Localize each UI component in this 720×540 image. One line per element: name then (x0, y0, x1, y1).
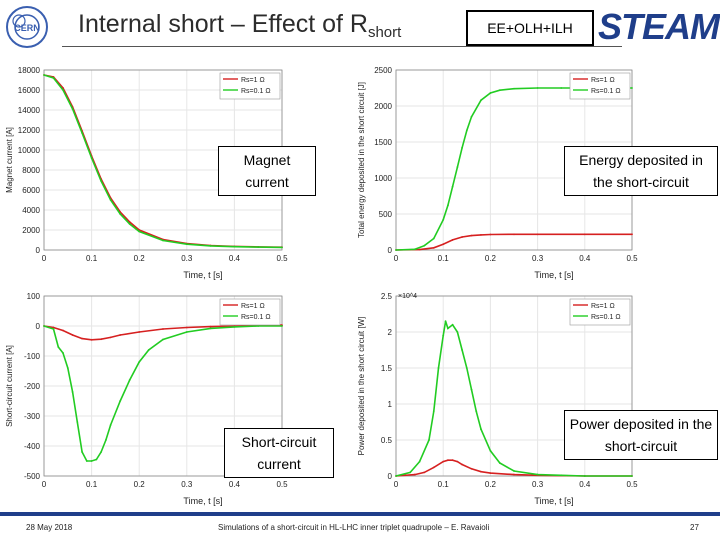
y-axis-label: Power deposited in the short circuit [W] (357, 316, 366, 456)
data-point (119, 213, 121, 215)
data-point (62, 352, 64, 354)
data-point (105, 439, 107, 441)
x-tick-label: 0.3 (181, 254, 193, 263)
title-underline (62, 46, 622, 47)
x-axis-label: Time, t [s] (183, 270, 223, 280)
data-point (81, 338, 83, 340)
power-deposited-chart (352, 288, 650, 510)
y-tick-label: -500 (23, 472, 40, 481)
data-point (490, 450, 492, 452)
data-point (419, 461, 421, 463)
data-point (148, 349, 150, 351)
data-point (631, 87, 633, 89)
data-point (67, 367, 69, 369)
y-tick-label: 2000 (22, 226, 40, 235)
y-tick-label: 16000 (17, 86, 40, 95)
data-point (499, 89, 501, 91)
data-point (442, 461, 444, 463)
data-point (95, 459, 97, 461)
data-point (499, 462, 501, 464)
data-point (428, 439, 430, 441)
legend-label: Rs=0.1 Ω (241, 314, 271, 321)
cern-logo (4, 4, 50, 50)
x-tick-label: 0.2 (133, 254, 145, 263)
slide-title-subscript: short (367, 24, 402, 41)
data-point (423, 245, 425, 247)
data-point (433, 466, 435, 468)
y-tick-label: 18000 (17, 66, 40, 75)
data-point (423, 472, 425, 474)
x-tick-label: 0 (393, 254, 399, 263)
y-tick-label: 8000 (22, 166, 40, 175)
data-point (452, 459, 454, 461)
data-point (119, 334, 121, 336)
x-tick-label: 0.4 (228, 254, 240, 263)
data-point (438, 367, 440, 369)
data-point (452, 186, 454, 188)
x-axis-label: Time, t [s] (183, 496, 223, 506)
x-tick-label: 0.4 (579, 480, 591, 489)
y-tick-label: 0 (387, 246, 392, 255)
y-axis-label: Magnet current [A] (5, 127, 14, 193)
y-tick-label: 500 (378, 210, 392, 219)
data-point (72, 391, 74, 393)
data-point (461, 236, 463, 238)
y-tick-label: 1000 (374, 174, 392, 183)
data-point (452, 324, 454, 326)
x-tick-label: 0 (41, 480, 47, 489)
data-point (409, 472, 411, 474)
data-point (456, 166, 458, 168)
x-tick-label: 0.2 (133, 480, 145, 489)
data-point (560, 474, 562, 476)
x-tick-label: 0.4 (228, 480, 240, 489)
x-tick-label: 0.5 (626, 254, 638, 263)
data-point (475, 410, 477, 412)
data-point (584, 233, 586, 235)
x-tick-label: 0.1 (437, 480, 449, 489)
data-point (57, 346, 59, 348)
data-point (62, 330, 64, 332)
y-tick-label: 2500 (374, 66, 392, 75)
annotation-power: Power deposited in the short-circuit (564, 410, 718, 460)
x-tick-label: 0.2 (484, 480, 496, 489)
data-point (560, 87, 562, 89)
data-point (257, 246, 259, 248)
footer-bar (0, 512, 720, 516)
data-point (138, 331, 140, 333)
data-point (210, 245, 212, 247)
data-point (471, 116, 473, 118)
x-tick-label: 0.1 (437, 254, 449, 263)
series-line-rs-1 (396, 460, 632, 476)
data-point (138, 231, 140, 233)
data-point (490, 234, 492, 236)
data-point (281, 247, 283, 249)
data-point (445, 320, 447, 322)
data-point (461, 464, 463, 466)
steam-logo: STEAM (598, 6, 719, 47)
data-point (513, 233, 515, 235)
data-point (433, 238, 435, 240)
x-tick-label: 0 (393, 480, 399, 489)
y-tick-label: 2.5 (380, 292, 392, 301)
data-point (490, 472, 492, 474)
data-point (234, 246, 236, 248)
slide-title (78, 10, 401, 41)
data-point (257, 325, 259, 327)
y-tick-label: 1 (387, 400, 392, 409)
data-point (447, 204, 449, 206)
data-point (162, 328, 164, 330)
data-point (91, 460, 93, 462)
data-point (72, 334, 74, 336)
data-point (537, 474, 539, 476)
x-tick-label: 0.1 (86, 480, 98, 489)
x-tick-label: 0.5 (276, 480, 288, 489)
y-tick-label: 100 (26, 292, 40, 301)
legend-label: Rs=1 Ω (241, 77, 265, 84)
y-tick-label: 0 (387, 472, 392, 481)
data-point (442, 243, 444, 245)
data-point (100, 451, 102, 453)
x-tick-label: 0.1 (86, 254, 98, 263)
data-point (513, 474, 515, 476)
y-tick-label: 1.5 (380, 364, 392, 373)
footer-text: Simulations of a short-circuit in HL-LHC inner triplet quadrupole – E. Ravaioli (218, 523, 490, 532)
data-point (91, 157, 93, 159)
data-point (537, 233, 539, 235)
data-point (110, 424, 112, 426)
data-point (414, 248, 416, 250)
legend-label: Rs=1 Ω (591, 303, 615, 310)
data-point (162, 339, 164, 341)
data-point (513, 470, 515, 472)
data-point (100, 180, 102, 182)
x-tick-label: 0.5 (276, 254, 288, 263)
data-point (480, 471, 482, 473)
data-point (513, 88, 515, 90)
data-point (186, 331, 188, 333)
x-tick-label: 0.3 (181, 480, 193, 489)
data-point (461, 349, 463, 351)
y-tick-label: 14000 (17, 106, 40, 115)
config-tag: EE+OLH+ILH (466, 10, 594, 46)
data-point (43, 325, 45, 327)
data-point (81, 451, 83, 453)
data-point (631, 233, 633, 235)
x-tick-label: 0.5 (626, 480, 638, 489)
y-tick-label: -300 (23, 412, 40, 421)
slide-title-main: Internal short – Effect of R (78, 10, 368, 38)
data-point (395, 249, 397, 251)
data-point (186, 327, 188, 329)
y-tick-label: 0 (35, 246, 40, 255)
data-point (210, 328, 212, 330)
data-point (480, 428, 482, 430)
svg-text:CERN: CERN (14, 23, 40, 33)
data-point (81, 132, 83, 134)
legend-label: Rs=0.1 Ω (591, 88, 621, 95)
x-tick-label: 0.4 (579, 254, 591, 263)
data-point (162, 240, 164, 242)
data-point (631, 475, 633, 477)
annotation-short-current: Short-circuit current (224, 428, 334, 478)
data-point (72, 108, 74, 110)
legend-label: Rs=1 Ω (591, 77, 615, 84)
data-point (414, 474, 416, 476)
data-point (584, 475, 586, 477)
page-number: 27 (690, 523, 699, 532)
data-point (456, 331, 458, 333)
series-line-rs-1 (44, 325, 282, 340)
y-tick-label: 2000 (374, 102, 392, 111)
data-point (129, 223, 131, 225)
data-point (442, 219, 444, 221)
legend-label: Rs=0.1 Ω (241, 88, 271, 95)
y-tick-label: 0 (35, 322, 40, 331)
data-point (490, 92, 492, 94)
data-point (53, 328, 55, 330)
y-tick-label: -100 (23, 352, 40, 361)
data-point (281, 325, 283, 327)
data-point (471, 389, 473, 391)
data-point (447, 459, 449, 461)
data-point (110, 199, 112, 201)
data-point (461, 147, 463, 149)
data-point (471, 468, 473, 470)
y-tick-label: 4000 (22, 206, 40, 215)
data-point (43, 74, 45, 76)
data-point (466, 367, 468, 369)
data-point (456, 461, 458, 463)
legend-label: Rs=0.1 Ω (591, 314, 621, 321)
data-point (537, 87, 539, 89)
data-point (76, 421, 78, 423)
y-tick-label: 12000 (17, 126, 40, 135)
legend-label: Rs=1 Ω (241, 303, 265, 310)
data-point (433, 247, 435, 249)
data-point (395, 475, 397, 477)
y-tick-label: -200 (23, 382, 40, 391)
data-point (110, 337, 112, 339)
data-point (100, 338, 102, 340)
data-point (119, 400, 121, 402)
y-multiplier: ×10^4 (398, 293, 418, 300)
series-line-rs-1 (396, 234, 632, 250)
data-point (234, 326, 236, 328)
data-point (471, 235, 473, 237)
data-point (53, 77, 55, 79)
annotation-energy: Energy deposited in the short-circuit (564, 146, 718, 196)
data-point (138, 361, 140, 363)
y-tick-label: 0.5 (380, 436, 392, 445)
data-point (433, 410, 435, 412)
y-tick-label: 6000 (22, 186, 40, 195)
data-point (447, 328, 449, 330)
data-point (86, 460, 88, 462)
y-tick-label: 2 (387, 328, 392, 337)
data-point (452, 239, 454, 241)
data-point (210, 326, 212, 328)
data-point (442, 335, 444, 337)
y-tick-label: -400 (23, 442, 40, 451)
data-point (129, 379, 131, 381)
x-axis-label: Time, t [s] (534, 496, 574, 506)
x-tick-label: 0.3 (532, 480, 544, 489)
data-point (62, 89, 64, 91)
data-point (419, 249, 421, 251)
data-point (466, 130, 468, 132)
x-tick-label: 0.2 (484, 254, 496, 263)
data-point (480, 99, 482, 101)
data-point (186, 243, 188, 245)
y-axis-label: Short-circuit current [A] (5, 345, 14, 427)
footer-date: 28 May 2018 (26, 523, 73, 532)
x-tick-label: 0 (41, 254, 47, 263)
y-tick-label: 1500 (374, 138, 392, 147)
x-tick-label: 0.3 (532, 254, 544, 263)
y-tick-label: 10000 (17, 146, 40, 155)
data-point (91, 339, 93, 341)
y-axis-label: Total energy deposited in the short circuit [J] (357, 81, 366, 239)
x-axis-label: Time, t [s] (534, 270, 574, 280)
annotation-magnet-current: Magnet current (218, 146, 316, 196)
data-point (480, 234, 482, 236)
